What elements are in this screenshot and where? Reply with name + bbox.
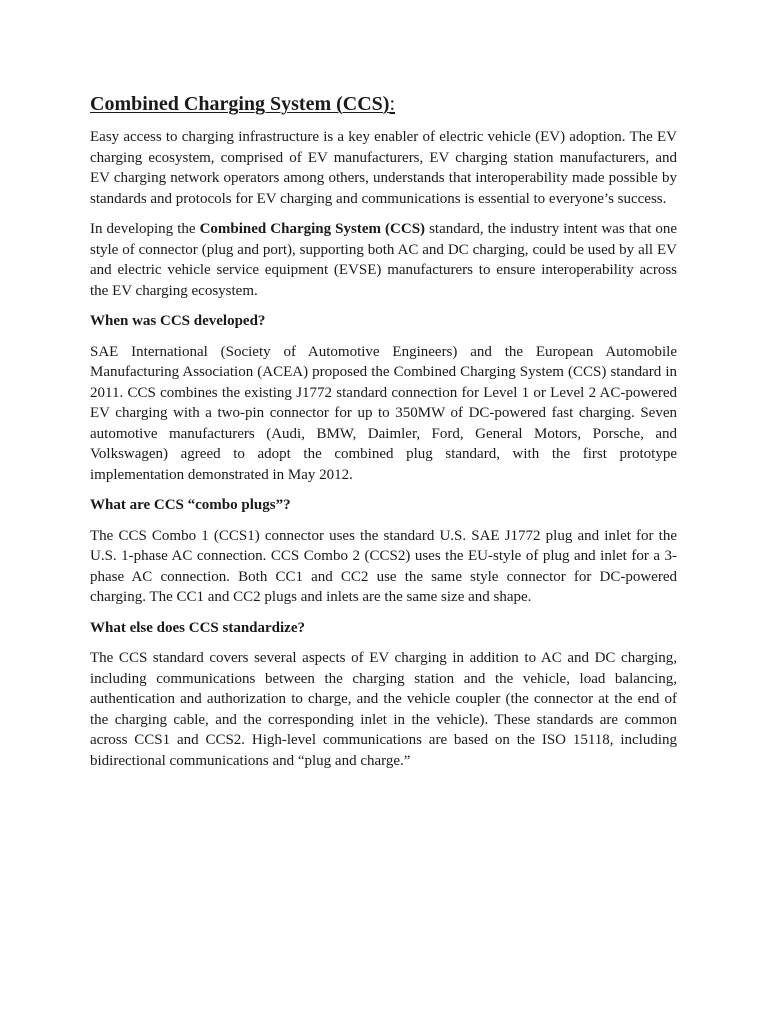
developing-bold-term: Combined Charging System (CCS) <box>199 221 426 237</box>
section-heading-developed: When was CCS developed? <box>90 313 266 329</box>
section-body-developed: SAE International (Society of Automotive Engineers) and the European Automobile Manufacturing Association (ACEA) proposed the Combined Charging System (CCS) standard in 2011. CCS combines the existing J1772 standard connection for Level 1 or Level 2 AC-powered EV charging with a two-pin connector for up to 350MW of DC-powered fast charging. Seven automotive manufacturers (Audi, BMW, Daimler, Ford, General Motors, Porsche, and Volkswagen) agreed to adopt the combined plug standard, with the first prototype implementation demonstrated in May 2012. <box>90 343 677 483</box>
intro-paragraph: Easy access to charging infrastructure is a key enabler of electric vehicle (EV) adoption. The EV charging ecosystem, comprised of EV manufacturers, EV charging station manufacturers, and EV charging network operators among others, understands that interoperability made possible by standards and protocols for EV charging and communications is essential to everyone’s success. <box>90 129 677 207</box>
section-heading-combo-plugs: What are CCS “combo plugs”? <box>90 497 291 513</box>
title-text: Combined Charging System (CCS) <box>90 93 390 115</box>
document-page <box>90 90 677 781</box>
section-heading-standardize: What else does CCS standardize? <box>90 619 306 636</box>
developing-lead: In developing the <box>90 221 200 237</box>
developing-paragraph <box>90 219 677 301</box>
section-body-standardize: The CCS standard covers several aspects of EV charging in addition to AC and DC charging, including communications between the charging station and the vehicle, load balancing, authentication and authorization to charge, and the vehicle coupler (the connector at the end of the charging cable, and the corresponding inlet in the vehicle). These standards are common across CCS1 and CCS2. High-level communications are based on the ISO 15118, including bidirectional communications and “plug and charge.” <box>90 650 677 769</box>
developing-rest: standard, the industry intent was that one style of connector (plug and port), supporting both AC and DC charging, could be used by all EV and electric vehicle service equipment (EVSE) manufacturers to ensure interoperability across the EV charging ecosystem. <box>90 221 677 299</box>
section-body-combo-plugs: The CCS Combo 1 (CCS1) connector uses the standard U.S. SAE J1772 plug and inlet for the U.S. 1-phase AC connection. CCS Combo 2 (CCS2) uses the EU-style of plug and inlet for a 3-phase AC connection. Both CC1 and CC2 use the same style connector for DC-powered charging. The CC1 and CC2 plugs and inlets are the same size and shape. <box>90 527 677 605</box>
document-title <box>90 90 677 118</box>
title-colon: : <box>389 93 396 115</box>
